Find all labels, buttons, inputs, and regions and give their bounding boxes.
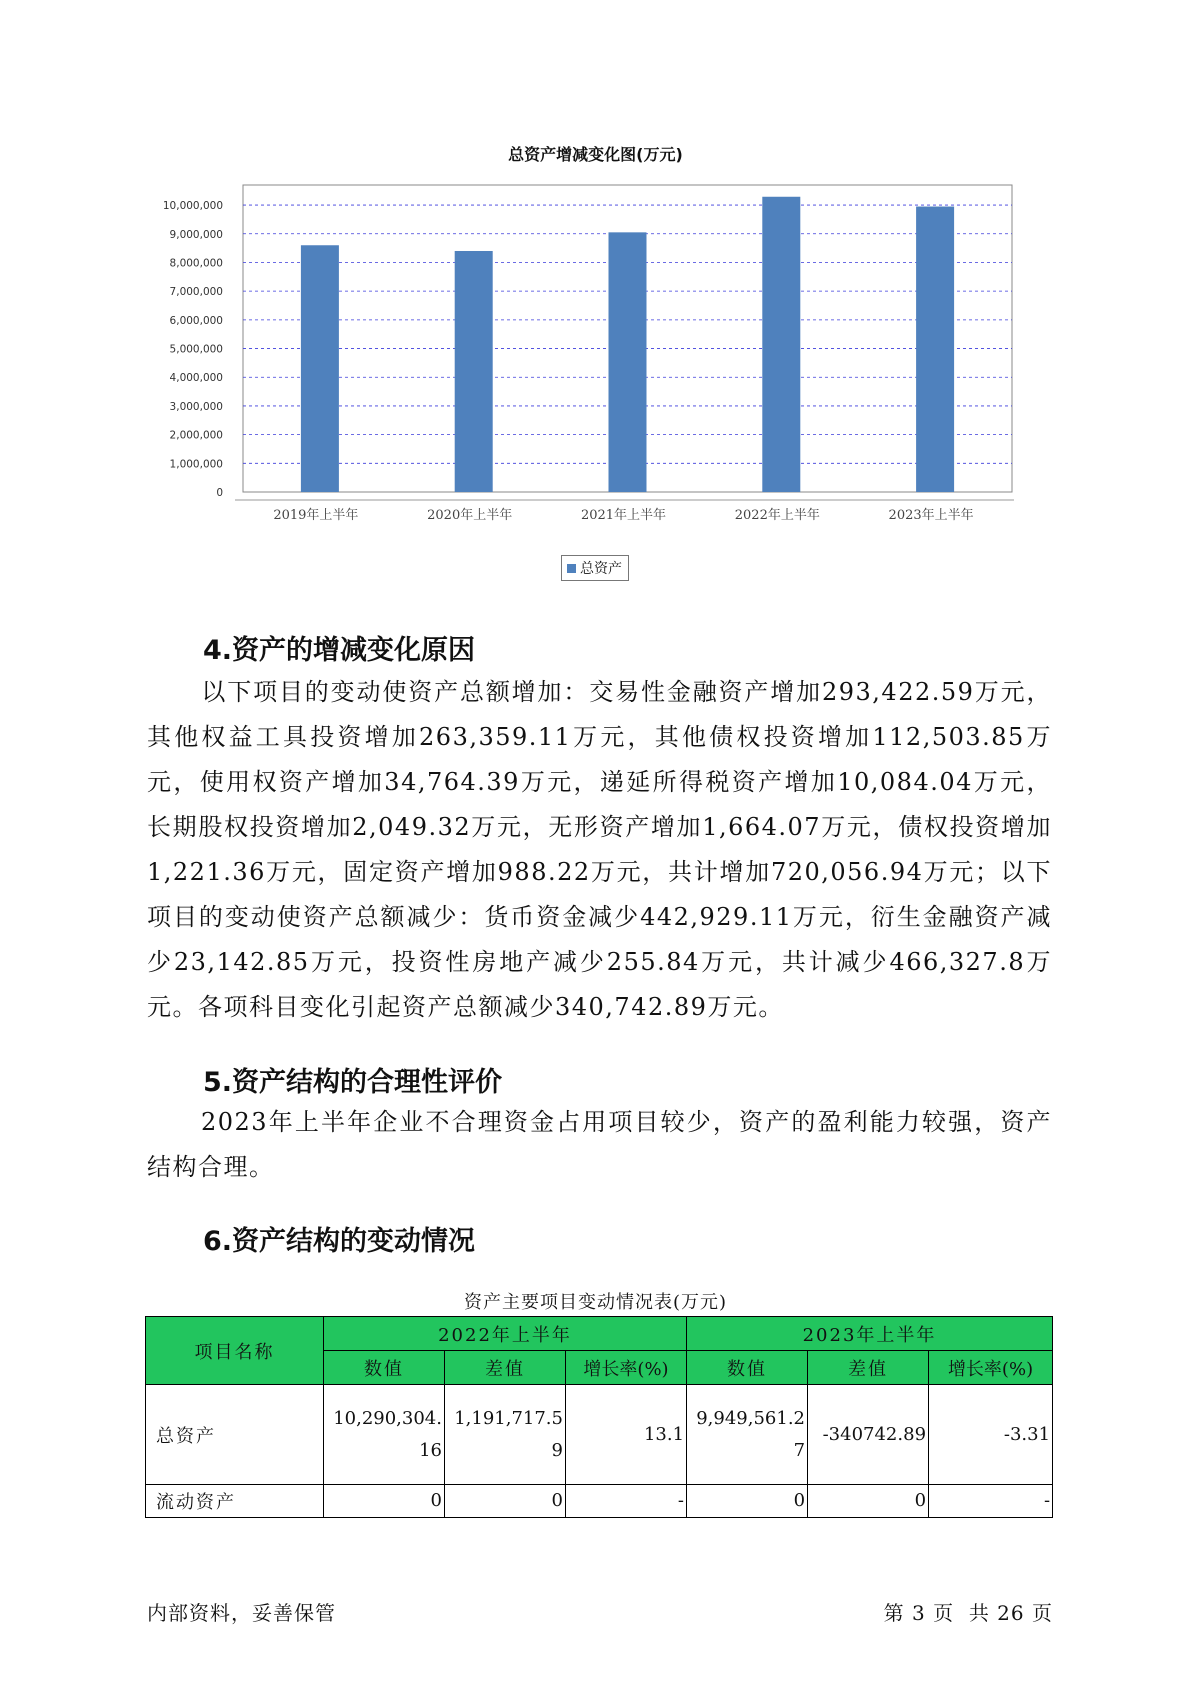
x-tick-label: 2019年上半年 <box>273 508 359 523</box>
row-name: 流动资产 <box>146 1485 324 1518</box>
subheader-diff: 差值 <box>808 1351 929 1385</box>
chart-title: 总资产增减变化图(万元) <box>508 145 683 164</box>
cell: 0 <box>808 1485 929 1518</box>
cell: 10,290,304.16 <box>324 1385 445 1485</box>
footer-page-number: 第 3 页 共 26 页 <box>883 1601 1053 1625</box>
y-tick-label: 2,000,000 <box>169 429 223 442</box>
section-heading-5: 5.资产结构的合理性评价 <box>203 1067 503 1098</box>
chart-legend <box>561 555 629 581</box>
asset-change-table <box>145 1316 1053 1518</box>
table-row <box>146 1485 1053 1518</box>
bar <box>762 197 800 492</box>
bar <box>609 232 647 492</box>
total-assets-bar-chart <box>150 170 974 560</box>
bar <box>301 245 339 492</box>
cell: 13.1 <box>566 1385 687 1485</box>
cell: 0 <box>324 1485 445 1518</box>
y-tick-label: 10,000,000 <box>162 200 223 213</box>
subheader-growth: 增长率(%) <box>566 1351 687 1385</box>
section-body-5: 2023年上半年企业不合理资金占用项目较少，资产的盈利能力较强，资产结构合理。 <box>147 1108 1052 1181</box>
table-caption: 资产主要项目变动情况表(万元) <box>463 1292 728 1313</box>
row-name: 总资产 <box>146 1385 324 1485</box>
y-tick-label: 6,000,000 <box>169 314 223 327</box>
section-heading-6: 6.资产结构的变动情况 <box>203 1226 476 1257</box>
subheader-growth: 增长率(%) <box>929 1351 1053 1385</box>
cell: -3.31 <box>929 1385 1053 1485</box>
x-tick-label: 2020年上半年 <box>427 508 513 523</box>
y-tick-label: 3,000,000 <box>169 400 223 413</box>
section-heading-4: 4.资产的增减变化原因 <box>203 635 476 666</box>
x-tick-label: 2022年上半年 <box>734 508 820 523</box>
table-row <box>146 1385 1053 1485</box>
cell: - <box>929 1485 1053 1518</box>
legend-label: 总资产 <box>580 561 622 577</box>
y-tick-label: 8,000,000 <box>169 257 223 270</box>
y-tick-label: 4,000,000 <box>169 372 223 385</box>
header-period-2023: 2023年上半年 <box>687 1317 1053 1351</box>
y-tick-label: 1,000,000 <box>169 458 223 471</box>
cell: - <box>566 1485 687 1518</box>
y-tick-label: 7,000,000 <box>169 286 223 299</box>
subheader-value: 数值 <box>324 1351 445 1385</box>
bar <box>916 207 954 492</box>
cell: 1,191,717.59 <box>445 1385 566 1485</box>
y-tick-label: 5,000,000 <box>169 343 223 356</box>
section-body-4: 以下项目的变动使资产总额增加：交易性金融资产增加293,422.59万元，其他权益工具投资增加263,359.11万元，其他债权投资增加112,503.85万元，使用权资产增加34,764.39万元，递延所得税资产增加10,084.04万元，长期股权投资增加2,049.32万元，无形资产增加1,664.07万元，债权投资增加1,221.36万元，固定资产增加988.22万元，共计增加720,056.94万元；以下项目的变动使资产总额减少：货币资金减少442,929.11万元，衍生金融资产减少23,142.85万元，投资性房地产减少255.84万元，共计减少466,327.8万元。各项科目变化引起资产总额减少340,742.89万元。 <box>147 678 1052 1021</box>
footer-confidential: 内部资料，妥善保管 <box>147 1601 336 1625</box>
header-period-2022: 2022年上半年 <box>324 1317 687 1351</box>
x-tick-label: 2021年上半年 <box>580 508 667 523</box>
legend-swatch <box>567 564 576 573</box>
cell: 0 <box>445 1485 566 1518</box>
subheader-diff: 差值 <box>445 1351 566 1385</box>
cell: 0 <box>687 1485 808 1518</box>
header-item-name: 项目名称 <box>146 1317 324 1385</box>
x-tick-label: 2023年上半年 <box>888 508 974 523</box>
bar <box>455 251 493 492</box>
y-tick-label: 9,000,000 <box>169 228 223 241</box>
subheader-value: 数值 <box>687 1351 808 1385</box>
cell: -340742.89 <box>808 1385 929 1485</box>
y-tick-label: 0 <box>216 487 223 499</box>
cell: 9,949,561.27 <box>687 1385 808 1485</box>
